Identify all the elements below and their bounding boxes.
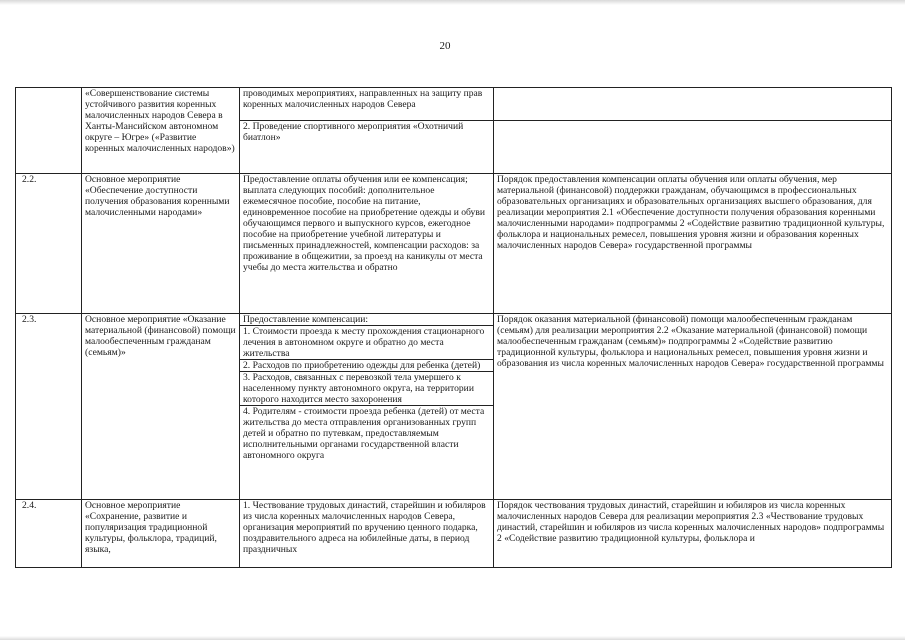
activity-item: 2. Проведение спортивного мероприятия «Охотничий биатлон» bbox=[243, 121, 464, 143]
activities-cell bbox=[240, 88, 494, 174]
activity-item: 3. Расходов, связанных с перевозкой тела умершего к населенному пункту автономного округа, на территории которого находится место захоронения bbox=[240, 372, 493, 406]
event-name bbox=[82, 174, 240, 314]
activities-cell bbox=[240, 314, 494, 500]
scan-top-edge bbox=[0, 0, 905, 5]
table-row bbox=[16, 314, 892, 500]
scan-bottom-edge bbox=[0, 636, 905, 640]
row-number: 2.3. bbox=[16, 314, 82, 500]
event-name-text: Основное мероприятие «Сохранение, развитие и популяризация традиционной культуры, фольклора, традиций, языка, bbox=[85, 500, 217, 555]
procedure-cell bbox=[494, 500, 892, 568]
activity-item: 2. Расходов по приобретению одежды для ребенка (детей) bbox=[240, 360, 493, 372]
table-row bbox=[16, 174, 892, 314]
procedure-text: Порядок оказания материальной (финансовой) помощи малообеспеченным гражданам (семьям) для реализации мероприятия 2.2 «Оказание материальной (финансовой) помощи малообеспеченным гражданам (семьям)» подпрограммы 2 «Содействие развитию традиционной культуры, фольклора и национальных ремесел, повышения уровня жизни и образования из числа коренных малочисленных народов Севера» государственной программы bbox=[497, 314, 884, 369]
activity-item: Предоставление компенсации: bbox=[240, 314, 493, 326]
table-row bbox=[16, 500, 892, 568]
row-number: 2.2. bbox=[16, 174, 82, 314]
event-name bbox=[82, 500, 240, 568]
page-number: 20 bbox=[439, 40, 451, 52]
event-name-text: Основное мероприятие «Обеспечение доступности получения образования коренными малочисленными народами» bbox=[85, 174, 230, 218]
procedure-text: Порядок чествования трудовых династий, старейшин и юбиляров из числа коренных малочисленных народов Севера для реализации мероприятия 2.3 «Чествование трудовых династий, старейшин и юбиляров из числа коренных малочисленных народов» подпрограммы 2 «Содействие развитию традиционной культуры, фольклора и bbox=[497, 500, 885, 544]
procedure-cell bbox=[494, 88, 892, 174]
row-number: 2.4. bbox=[16, 500, 82, 568]
event-name-text: Основное мероприятие «Оказание материальной (финансовой) помощи малообеспеченным гражданам (семьям)» bbox=[85, 314, 236, 358]
activities-cell bbox=[240, 174, 494, 314]
procedure-cell bbox=[494, 174, 892, 314]
activity-item: 1. Стоимости проезда к месту прохождения стационарного лечения в автономном округе и обратно до места жительства bbox=[240, 326, 493, 360]
activity-item: 4. Родителям - стоимости проезда ребенка (детей) от места жительства до места отправления организованных групп детей и обратно по путевкам, предоставляемым исполнительными органами государственной власти автономного округа bbox=[243, 406, 485, 461]
activity-item: проводимых мероприятиях, направленных на защиту прав коренных малочисленных народов Севера bbox=[240, 88, 493, 121]
event-name-text: «Совершенствование системы устойчивого развития коренных малочисленных народов Севера в Ханты-Мансийском автономном округе – Югре» («Развитие коренных малочисленных народов») bbox=[85, 88, 235, 154]
event-name bbox=[82, 88, 240, 174]
procedure-cell bbox=[494, 314, 892, 500]
activity-item: Предоставление оплаты обучения или ее компенсация; выплата следующих пособий: дополнительное ежемесячное пособие, пособие на питание, единовременное пособие на приобретение одежды и обуви обучающимся первого и выпускного курсов, ежегодное пособие на приобретение учебной литературы и письменных принадлежностей, компенсации расходов: за проживание в общежитии, за проезд на каникулы от места учебы до места жительства и обратно bbox=[243, 174, 486, 273]
program-table bbox=[15, 87, 892, 568]
event-name bbox=[82, 314, 240, 500]
procedure-blank bbox=[494, 88, 891, 121]
activity-item: 1. Чествование трудовых династий, старейшин и юбиляров из числа коренных малочисленных народов Севера, организация мероприятий по вручению ценного подарка, поздравительного адреса на юбилейные даты, в период праздничных bbox=[243, 500, 486, 555]
procedure-text: Порядок предоставления компенсации оплаты обучения или оплаты обучения, мер материальной (финансовой) поддержки гражданам, обучающимся в профессиональных образовательных организациях и образовательных организациях высшего образования, для реализации мероприятия 2.1 «Обеспечение доступности получения образования коренными малочисленными народами» подпрограммы 2 «Содействие развитию традиционной культуры, фольклора и национальных ремесел, повышения уровня жизни и образования коренных малочисленных народов Севера» государственной программы bbox=[497, 174, 885, 251]
row-number bbox=[16, 88, 82, 174]
activities-cell bbox=[240, 500, 494, 568]
table-row bbox=[16, 88, 892, 174]
